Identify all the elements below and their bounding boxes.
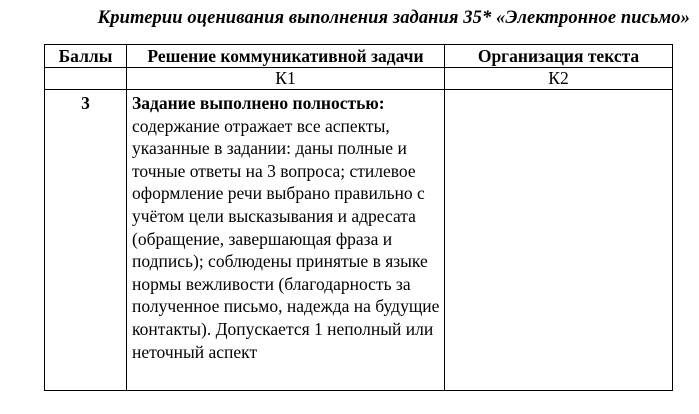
- table-header-row: [45, 45, 673, 68]
- score-value: 3: [81, 93, 90, 113]
- k2-description-cell: [445, 90, 673, 391]
- k1-description: содержание отражает все аспекты, указанные в задании: даны полные и точные ответы на 3 вопроса; стилевое оформление речи выбрано правильно с учётом цели высказывания и адресата (обращение, завершающая фраза и подпись); соблюдены принятые в языке нормы вежливости (благодарность за полученное письмо, надежда на будущие контакты). Допускается 1 неполный или неточный аспект: [132, 115, 440, 362]
- code-k2: К2: [445, 68, 673, 90]
- criteria-code-row: [45, 68, 673, 90]
- k1-description-cell: [127, 90, 445, 391]
- document-title: Критерии оценивания выполнения задания 35* «Электронное письмо»: [97, 8, 690, 28]
- criteria-table: [44, 44, 673, 391]
- k1-heading: Задание выполнено полностью:: [132, 93, 385, 113]
- header-k1: Решение коммуникативной задачи: [127, 45, 445, 68]
- header-k2: Организация текста: [445, 45, 673, 68]
- score-cell: [45, 90, 127, 391]
- table-row: [45, 90, 673, 391]
- header-points: Баллы: [45, 45, 127, 68]
- code-k1: К1: [127, 68, 445, 90]
- code-points: [45, 68, 127, 90]
